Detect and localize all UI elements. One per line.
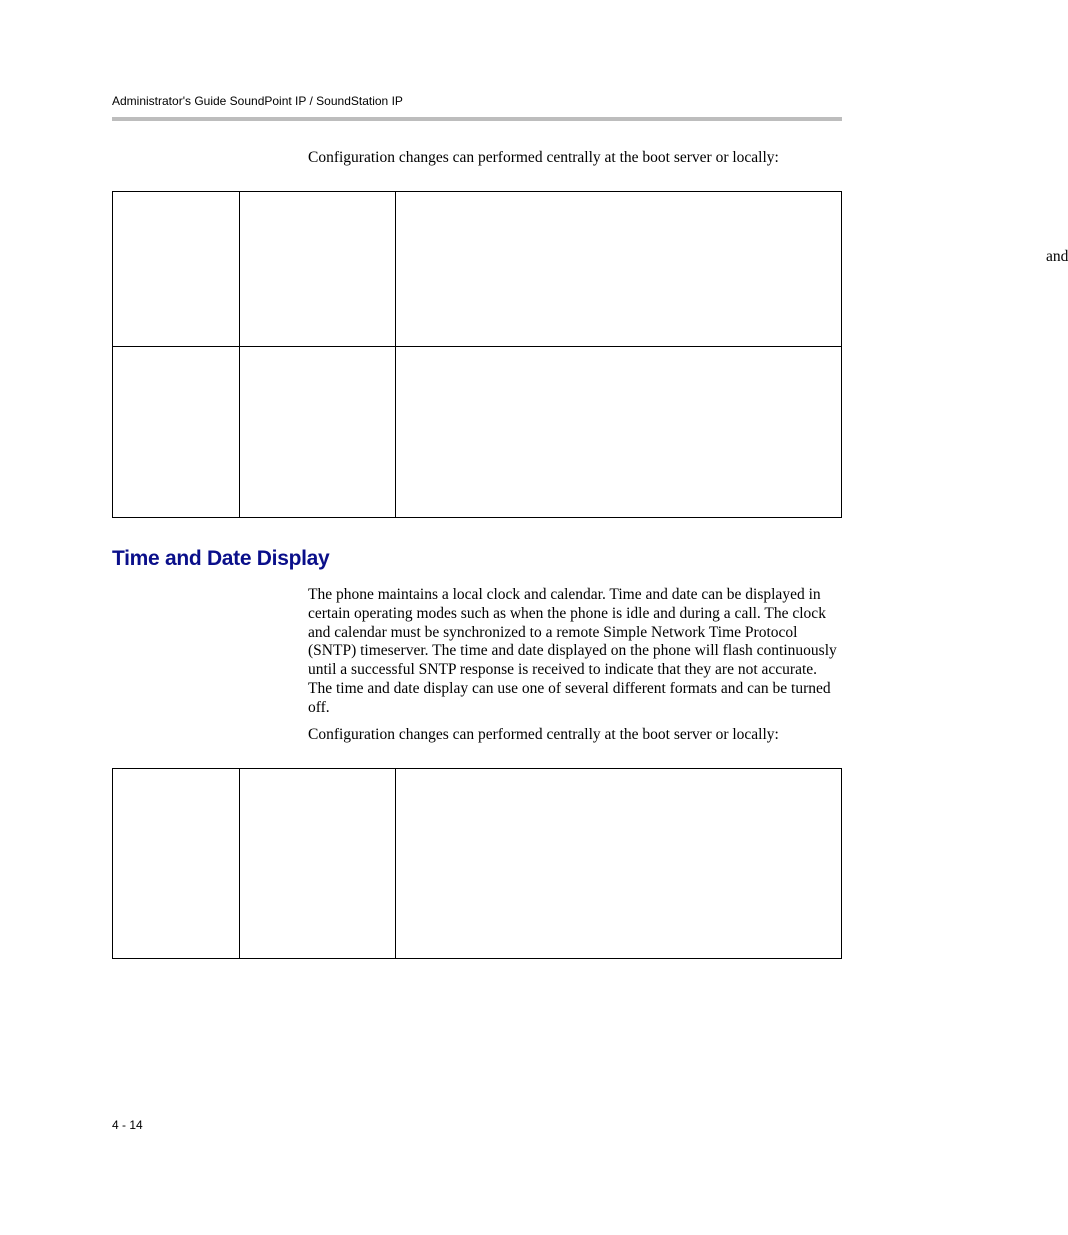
table-cell <box>113 347 240 518</box>
page-number: 4 - 14 <box>112 1118 143 1132</box>
table-row <box>113 192 842 347</box>
table-cell <box>113 192 240 347</box>
table-cell <box>240 192 396 347</box>
config-table-2 <box>112 768 842 959</box>
config-table-1 <box>112 191 1068 518</box>
config-intro-1: Configuration changes can performed centrally at the boot server or locally: <box>308 149 779 166</box>
table-cell <box>396 192 1068 347</box>
config-intro-2: Configuration changes can performed centrally at the boot server or locally: <box>308 726 779 743</box>
table-row <box>113 769 842 959</box>
table-cell <box>240 347 396 518</box>
running-header: Administrator's Guide SoundPoint IP / SoundStation IP <box>112 94 403 108</box>
cell-text-fragment: and <box>1046 248 1068 265</box>
table-cell <box>396 347 842 518</box>
table-cell <box>113 769 240 959</box>
table-row <box>113 347 842 518</box>
body-paragraph: The phone maintains a local clock and calendar. Time and date can be displayed in certain operating modes such as when the phone is idle and during a call. The clock and calendar must be synchronized to a remote Simple Network Time Protocol (SNTP) timeserver. The time and date displayed on the phone will flash continuously until a successful SNTP response is received to indicate that they are not accurate. The time and date display can use one of several different formats and can be turned off. <box>308 586 837 716</box>
table-cell <box>396 769 842 959</box>
header-rule <box>112 117 842 121</box>
section-heading: Time and Date Display <box>112 547 330 570</box>
table-cell <box>240 769 396 959</box>
